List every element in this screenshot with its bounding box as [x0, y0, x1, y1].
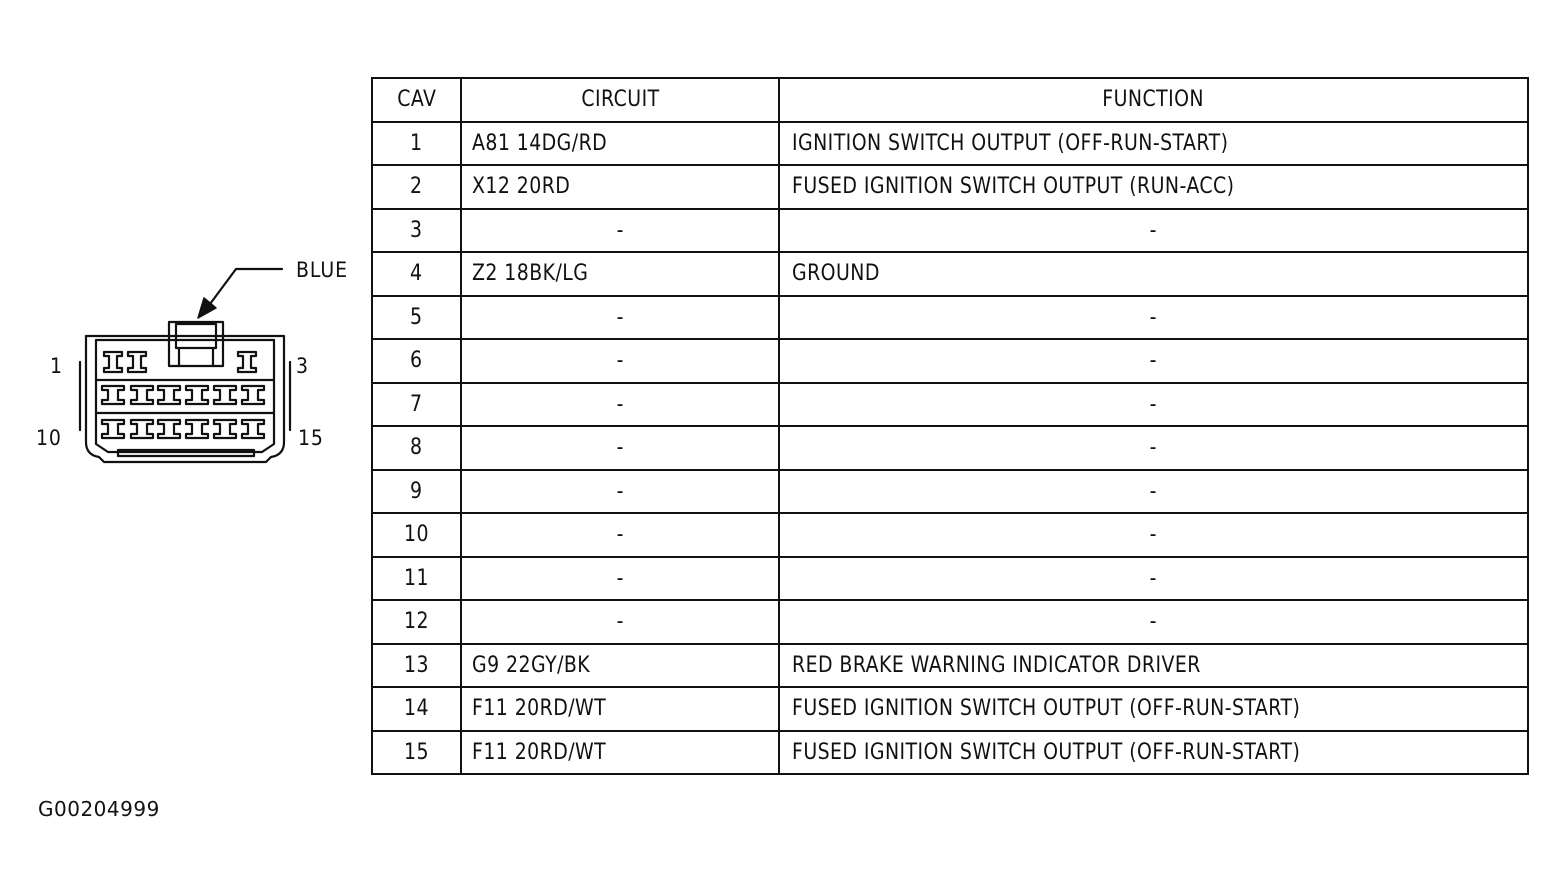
cav-cell: 1	[372, 122, 461, 166]
figure-id: G00204999	[38, 797, 160, 821]
table-header-row	[372, 78, 1528, 122]
circuit-cell: F11 20RD/WT	[461, 731, 779, 775]
table-row	[372, 687, 1528, 731]
circuit-cell: -	[461, 600, 779, 644]
table-row	[372, 470, 1528, 514]
connector-diagram	[0, 0, 370, 520]
table-row	[372, 339, 1528, 383]
cav-cell: 8	[372, 426, 461, 470]
cav-cell: 11	[372, 557, 461, 601]
cav-cell: 14	[372, 687, 461, 731]
table-row	[372, 383, 1528, 427]
circuit-cell: Z2 18BK/LG	[461, 252, 779, 296]
table-row	[372, 296, 1528, 340]
table-row	[372, 122, 1528, 166]
pin-label-bottom-right: 15	[298, 426, 324, 450]
circuit-cell: A81 14DG/RD	[461, 122, 779, 166]
function-cell: -	[779, 470, 1528, 514]
function-cell: -	[779, 513, 1528, 557]
table-row	[372, 600, 1528, 644]
function-cell: IGNITION SWITCH OUTPUT (OFF-RUN-START)	[779, 122, 1528, 166]
function-cell: FUSED IGNITION SWITCH OUTPUT (RUN-ACC)	[779, 165, 1528, 209]
cav-cell: 5	[372, 296, 461, 340]
cav-cell: 2	[372, 165, 461, 209]
function-cell: -	[779, 209, 1528, 253]
pin-label-top-right: 3	[296, 354, 309, 378]
circuit-cell: -	[461, 557, 779, 601]
table-row	[372, 513, 1528, 557]
circuit-cell: -	[461, 339, 779, 383]
circuit-cell: X12 20RD	[461, 165, 779, 209]
circuit-cell: G9 22GY/BK	[461, 644, 779, 688]
function-cell: FUSED IGNITION SWITCH OUTPUT (OFF-RUN-START)	[779, 731, 1528, 775]
circuit-cell: -	[461, 209, 779, 253]
pin-label-bottom-left: 10	[36, 426, 62, 450]
function-cell: FUSED IGNITION SWITCH OUTPUT (OFF-RUN-START)	[779, 687, 1528, 731]
table-row	[372, 252, 1528, 296]
cav-cell: 9	[372, 470, 461, 514]
cav-cell: 13	[372, 644, 461, 688]
table-row	[372, 644, 1528, 688]
table-row	[372, 209, 1528, 253]
cav-cell: 10	[372, 513, 461, 557]
header-cav: CAV	[372, 78, 461, 122]
pinout-table	[371, 77, 1529, 775]
table-row	[372, 557, 1528, 601]
cav-cell: 6	[372, 339, 461, 383]
function-cell: -	[779, 339, 1528, 383]
circuit-cell: -	[461, 383, 779, 427]
function-cell: -	[779, 557, 1528, 601]
function-cell: -	[779, 600, 1528, 644]
pinout-table-body	[372, 122, 1528, 775]
connector-color-label: BLUE	[296, 258, 348, 282]
circuit-cell: -	[461, 426, 779, 470]
circuit-cell: F11 20RD/WT	[461, 687, 779, 731]
circuit-cell: -	[461, 470, 779, 514]
circuit-cell: -	[461, 513, 779, 557]
circuit-cell: -	[461, 296, 779, 340]
cav-cell: 7	[372, 383, 461, 427]
pin-label-top-left: 1	[50, 354, 63, 378]
table-row	[372, 165, 1528, 209]
pinout-table-header	[372, 78, 1528, 122]
cav-cell: 3	[372, 209, 461, 253]
header-function: FUNCTION	[779, 78, 1528, 122]
table-row	[372, 426, 1528, 470]
function-cell: GROUND	[779, 252, 1528, 296]
cav-cell: 15	[372, 731, 461, 775]
table-row	[372, 731, 1528, 775]
function-cell: -	[779, 383, 1528, 427]
header-circuit: CIRCUIT	[461, 78, 779, 122]
function-cell: -	[779, 426, 1528, 470]
function-cell: RED BRAKE WARNING INDICATOR DRIVER	[779, 644, 1528, 688]
function-cell: -	[779, 296, 1528, 340]
cav-cell: 12	[372, 600, 461, 644]
cav-cell: 4	[372, 252, 461, 296]
